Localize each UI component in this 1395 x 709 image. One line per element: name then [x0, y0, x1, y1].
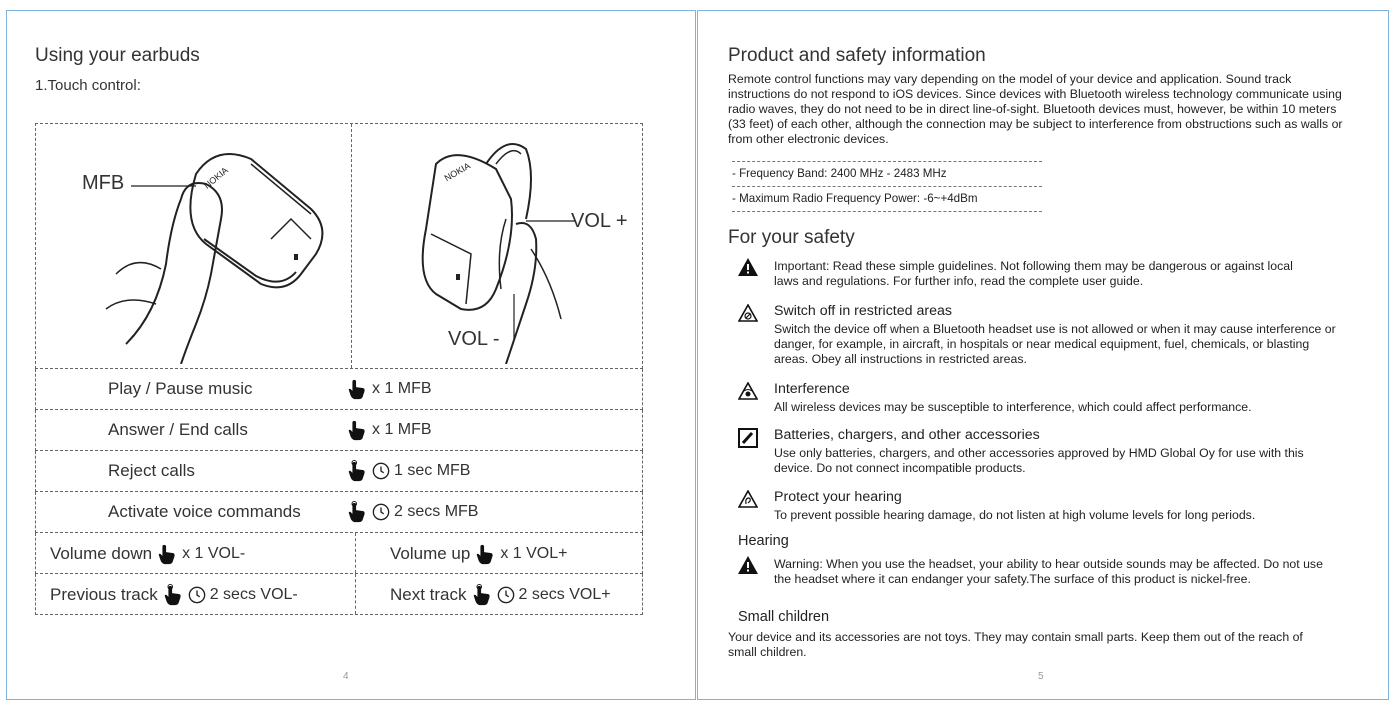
track-row — [35, 574, 643, 615]
control-hint — [346, 378, 432, 400]
safety-item-text: Switch the device off when a Bluetooth headset use is not allowed or when it may cause interference or danger, for example, in aircraft, in hospitals or near medical equipment, fuel, chemicals, or blasting areas. Obey all instructions in restricted areas. — [774, 322, 1336, 366]
control-action: Play / Pause music — [108, 379, 253, 398]
volume-up-cell — [390, 543, 568, 565]
control-row — [35, 492, 643, 533]
divider — [732, 161, 1042, 162]
spec-power: - Maximum Radio Frequency Power: -6~+4dBm — [732, 192, 978, 205]
control-hint-text: x 1 MFB — [372, 380, 432, 397]
earbud-mfb-illustration — [86, 134, 346, 364]
control-row — [35, 451, 643, 492]
children-text: Your device and its accessories are not toys. They may contain small parts. Keep them out of the reach of small children. — [728, 630, 1303, 659]
safety-item-text: All wireless devices may be susceptible to interference, which could affect performance. — [774, 400, 1252, 414]
battery-icon — [738, 428, 758, 448]
svg-text:NOKIA: NOKIA — [442, 160, 472, 184]
volume-row — [35, 533, 643, 574]
hold-hand-icon — [471, 584, 493, 606]
next-track-cell — [390, 584, 611, 606]
tap-hand-icon — [474, 543, 496, 565]
spec-frequency: - Frequency Band: 2400 MHz - 2483 MHz — [732, 167, 947, 180]
safety-item-heading: Switch off in restricted areas — [774, 303, 952, 319]
control-hint — [346, 501, 478, 523]
important-text: Important: Read these simple guidelines. Not following them may be dangerous or against local laws and regulations. For further info, read the complete user guide. — [774, 259, 1293, 288]
section-title: Using your earbuds — [35, 45, 200, 66]
previous-track-cell — [50, 584, 298, 606]
control-row — [35, 410, 643, 451]
previous-track-label: Previous track — [50, 585, 158, 604]
next-track-hint: 2 secs VOL+ — [518, 586, 611, 603]
divider — [732, 186, 1042, 187]
clock-icon — [372, 462, 390, 480]
hold-hand-icon — [162, 584, 184, 606]
warning-icon — [738, 258, 758, 276]
next-track-label: Next track — [390, 585, 467, 604]
tap-hand-icon — [346, 419, 368, 441]
previous-track-hint: 2 secs VOL- — [209, 586, 298, 603]
illustration-panel — [35, 123, 643, 369]
restricted-area-icon — [738, 304, 758, 322]
control-action: Reject calls — [108, 461, 195, 480]
section-subtitle: 1.Touch control: — [35, 77, 141, 94]
control-hint-text: 1 sec MFB — [394, 462, 471, 479]
hold-hand-icon — [346, 460, 368, 482]
panel-divider — [351, 124, 352, 368]
vol-minus-label: VOL - — [448, 328, 500, 350]
row-divider — [355, 574, 356, 614]
vol-plus-label: VOL + — [571, 210, 628, 232]
intro-paragraph: Remote control functions may vary depending on the model of your device and application. Sound track instructions do not respond to iOS devices. Since devices with Bluetooth wireless technology communicate using radio waves, they do not need to be in direct line-of-sight. Bluetooth devices must, however, be within 10 meters (33 feet) of each other, although the connection may be subject to interference from obstructions such as walls or from other electronic devices. — [728, 72, 1343, 146]
section-title: Product and safety information — [728, 45, 986, 66]
volume-down-cell — [50, 543, 245, 565]
control-hint — [346, 419, 432, 441]
clock-icon — [188, 586, 206, 604]
hearing-warning-text: Warning: When you use the headset, your ability to hear outside sounds may be affected. Do not use the headset where it can endanger your safety.The surface of this product is nickel-free. — [774, 557, 1323, 586]
page-number: 4 — [343, 671, 349, 682]
control-action: Activate voice commands — [108, 502, 301, 521]
volume-down-hint: x 1 VOL- — [182, 545, 246, 562]
volume-down-label: Volume down — [50, 544, 153, 563]
right-page — [697, 10, 1389, 700]
divider — [732, 211, 1042, 212]
control-hint-text: x 1 MFB — [372, 421, 432, 438]
clock-icon — [497, 586, 515, 604]
hearing-title: Hearing — [738, 533, 789, 549]
page-number: 5 — [1038, 671, 1044, 682]
hold-hand-icon — [346, 501, 368, 523]
volume-up-hint: x 1 VOL+ — [500, 545, 568, 562]
row-divider — [355, 533, 356, 573]
tap-hand-icon — [346, 378, 368, 400]
interference-icon — [738, 382, 758, 400]
control-hint-text: 2 secs MFB — [394, 503, 479, 520]
mfb-label: MFB — [82, 172, 125, 194]
control-hint — [346, 460, 470, 482]
svg-text:NOKIA: NOKIA — [202, 165, 230, 191]
hearing-icon — [738, 490, 758, 508]
children-title: Small children — [738, 609, 830, 625]
warning-icon — [738, 556, 758, 574]
left-page — [6, 10, 696, 700]
safety-item-heading: Interference — [774, 381, 850, 397]
clock-icon — [372, 503, 390, 521]
control-row — [35, 369, 643, 410]
safety-item-text: To prevent possible hearing damage, do not listen at high volume levels for long periods. — [774, 508, 1256, 522]
safety-title: For your safety — [728, 227, 855, 248]
control-action: Answer / End calls — [108, 420, 248, 439]
volume-up-label: Volume up — [390, 544, 471, 563]
tap-hand-icon — [156, 543, 178, 565]
safety-item-heading: Batteries, chargers, and other accessories — [774, 427, 1040, 443]
safety-item-heading: Protect your hearing — [774, 489, 902, 505]
safety-item-text: Use only batteries, chargers, and other accessories approved by HMD Global Oy for use with this device. Do not connect incompatible products. — [774, 446, 1304, 475]
